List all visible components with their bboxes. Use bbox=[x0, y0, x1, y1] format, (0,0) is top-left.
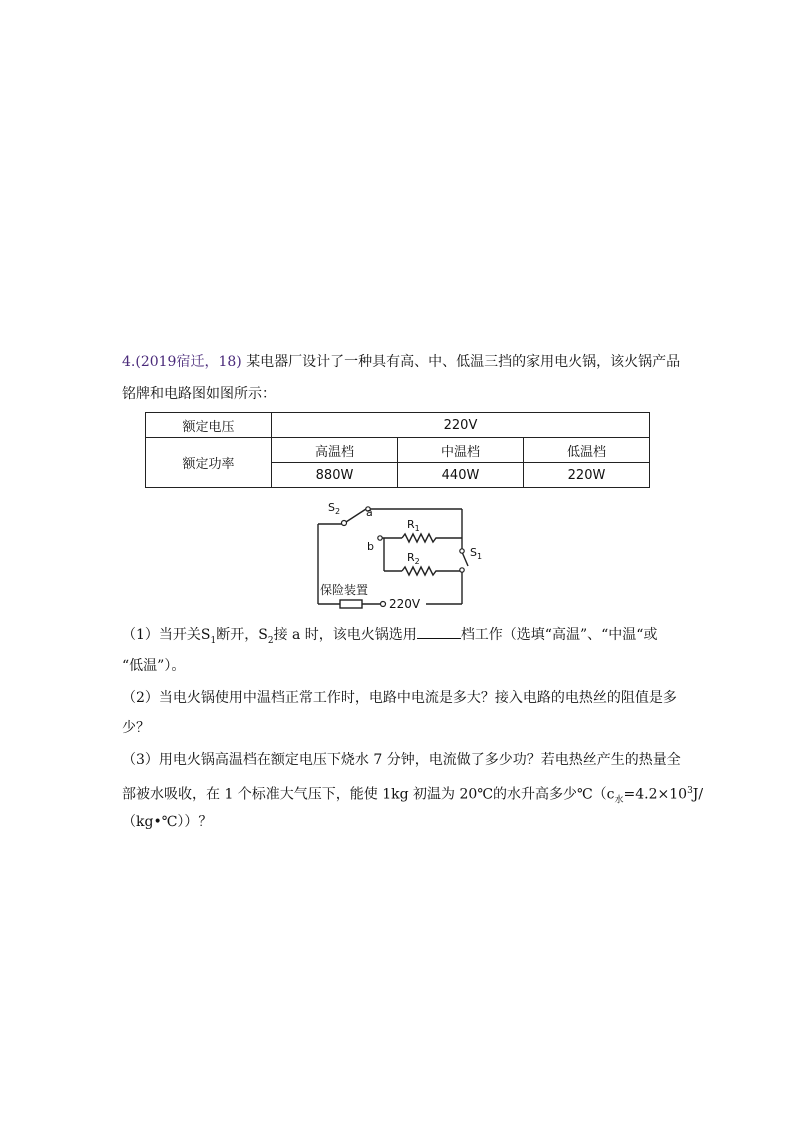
label-supply: 220V bbox=[389, 597, 421, 611]
question-intro-text-2: 铭牌和电路图如图所示： bbox=[122, 386, 276, 402]
answer-blank[interactable] bbox=[417, 624, 461, 639]
question-number: 4. bbox=[122, 354, 136, 370]
question-source: (2019宿迁，18) bbox=[135, 354, 242, 370]
part-2-line-2 bbox=[122, 718, 150, 738]
part-3-text-line2-c: J/ bbox=[692, 786, 704, 803]
switch-s2-blade bbox=[346, 509, 366, 522]
supply-terminal bbox=[381, 602, 386, 607]
part-1-s1-sub: 1 bbox=[210, 635, 217, 646]
part-3-text-line2-a: 部被水吸收，在 1 个标准大气压下，能使 1kg 初温为 20℃的水升高多少℃（c bbox=[122, 786, 615, 803]
terminal-b bbox=[378, 536, 382, 540]
resistor-r1 bbox=[402, 534, 438, 542]
part-3-line-3 bbox=[122, 812, 212, 832]
fuse-symbol bbox=[340, 600, 362, 608]
part-3-text-line3: （kg•℃））？ bbox=[122, 814, 213, 830]
part-2-line-1 bbox=[122, 688, 677, 708]
resistor-r2 bbox=[402, 567, 438, 575]
part-1-text-line2: “低温”）。 bbox=[122, 658, 186, 674]
part-1-line-2 bbox=[122, 656, 185, 676]
part-1-text-c: 接 a 时，该电火锅选用 bbox=[273, 627, 417, 643]
part-1-text-b: 断开，S bbox=[216, 627, 268, 643]
gear-low-label: 低温档 bbox=[524, 438, 650, 463]
power-medium-value: 440W bbox=[398, 463, 524, 488]
part-2-text-line2: 少？ bbox=[122, 720, 150, 736]
gear-medium-label: 中温档 bbox=[398, 438, 524, 463]
power-high-value: 880W bbox=[272, 463, 398, 488]
part-3-exp-sup: 3 bbox=[687, 786, 693, 796]
part-1-s2-sub: 2 bbox=[267, 635, 274, 646]
label-s2: $S_2$ bbox=[328, 501, 341, 516]
switch-s1-bottom-terminal bbox=[460, 568, 464, 572]
switch-s1-top-terminal bbox=[460, 549, 464, 553]
part-3-water-sub: 水 bbox=[614, 795, 624, 806]
part-1-text-d: 档工作（选填“高温”、“中温“或 bbox=[460, 627, 658, 643]
rated-voltage-value: 220V bbox=[272, 413, 650, 438]
label-a: a bbox=[366, 506, 373, 519]
part-1-text-a: （1）当开关S bbox=[122, 627, 211, 643]
switch-s1-blade bbox=[462, 552, 468, 566]
rated-voltage-label: 额定电压 bbox=[146, 413, 272, 438]
part-3-text-line2-b: =4.2×10 bbox=[623, 786, 688, 803]
power-low-value: 220W bbox=[524, 463, 650, 488]
part-3-text-line1: （3）用电火锅高温档在额定电压下烧水 7 分钟，电流做了多少功？若电热丝产生的热量全 bbox=[122, 752, 681, 768]
part-1-line-1 bbox=[122, 624, 657, 651]
part-3-line-2 bbox=[122, 781, 703, 810]
label-r2: $R_2$ bbox=[407, 551, 420, 566]
part-3-line-1 bbox=[122, 750, 681, 770]
label-b: b bbox=[367, 540, 374, 553]
label-fuse: 保险装置 bbox=[320, 583, 369, 597]
switch-s2-pivot bbox=[342, 521, 347, 526]
label-r1: $R_1$ bbox=[407, 518, 420, 533]
part-2-text-line1: （2）当电火锅使用中温档正常工作时，电路中电流是多大？接入电路的电热丝的阻值是多 bbox=[122, 690, 677, 706]
question-intro-text-1: 某电器厂设计了一种具有高、中、低温三挡的家用电火锅，该火锅产品 bbox=[246, 354, 681, 370]
rated-power-label: 额定功率 bbox=[146, 438, 272, 488]
gear-high-label: 高温档 bbox=[272, 438, 398, 463]
label-s1: $S_1$ bbox=[470, 546, 483, 561]
